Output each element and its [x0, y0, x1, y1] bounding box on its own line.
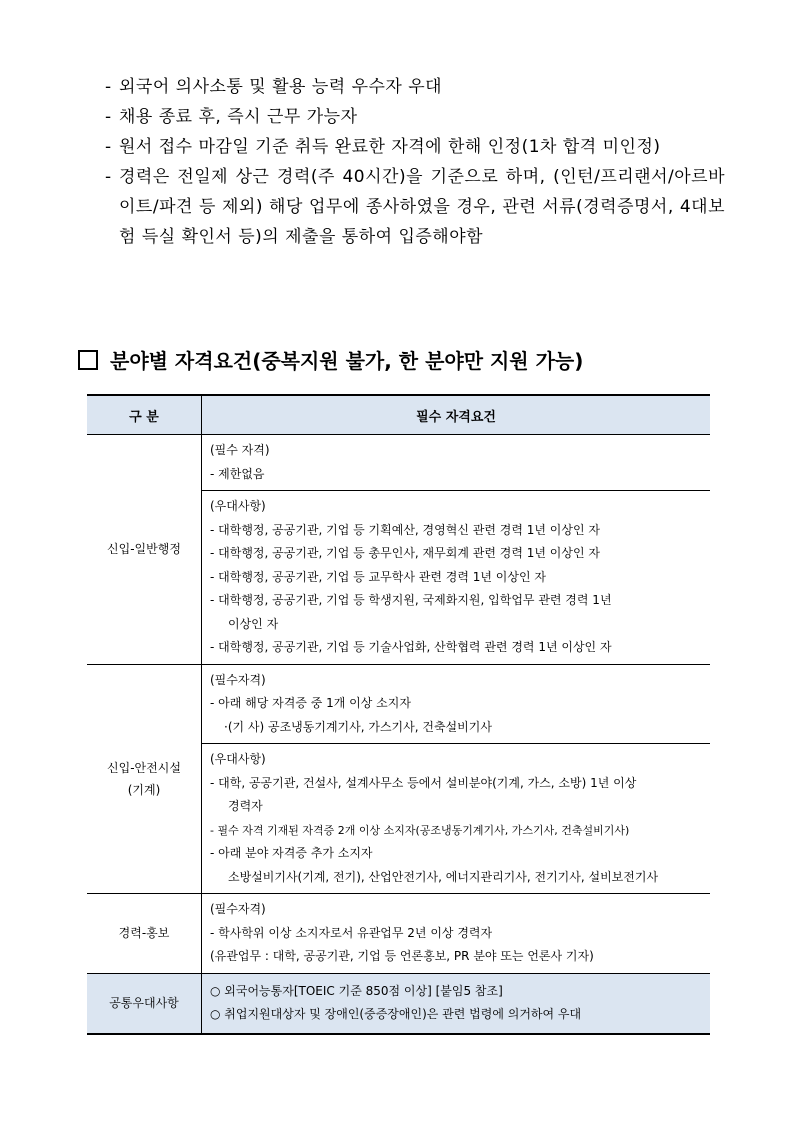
category-cell: 신입-안전시설 (기계)	[87, 664, 202, 894]
required-block: (필수자격) - 학사학위 이상 소지자로서 유관업무 2년 이상 경력자 (유관업무 : 대학, 공공기관, 기업 등 언론홍보, PR 분야 또는 언론사 기자)	[210, 902, 594, 963]
category-cell: 신입-일반행정	[87, 435, 202, 665]
note-item: - 외국어 의사소통 및 활용 능력 우수자 우대	[105, 77, 443, 97]
requirements-cell	[202, 973, 711, 1034]
note-item: - 경력은 전일제 상근 경력(주 40시간)을 기준으로 하며, (인턴/프리랜서/아르바이트/파견 등 제외) 해당 업무에 종사하였을 경우, 관련 서류(경력증명서, 4대보험 득실 확인서 등)의 제출을 통하여 입증해야함	[105, 167, 725, 247]
note-item: - 채용 종료 후, 즉시 근무 가능자	[105, 107, 358, 127]
preferred-block: (우대사항) - 대학행정, 공공기관, 기업 등 기획예산, 경영혁신 관련 경력 1년 이상인 자 - 대학행정, 공공기관, 기업 등 총무인사, 재무회계 관련 경력 1년 이상인 자 - 대학행정, 공공기관, 기업 등 교무학사 관련 경력 1년 이상인 자 - 대학행정, 공공기관, 기업 등 학생지원, 국제화지원, 입학업무 관련 경력 1년 이상인 자 - 대학행정, 공공기관, 기업 등 기술사업화, 산학협력 관련 경력 1년 이상인 자	[202, 490, 710, 664]
requirements-cell	[202, 435, 711, 665]
header-category: 구 분	[87, 395, 202, 435]
table-header-row	[87, 395, 710, 435]
requirements-table	[87, 394, 710, 1035]
table-row	[87, 435, 710, 665]
requirements-cell	[202, 664, 711, 894]
header-requirements: 필수 자격요건	[202, 395, 711, 435]
preferred-block: (우대사항) - 대학, 공공기관, 건설사, 설계사무소 등에서 설비분야(기계, 가스, 소방) 1년 이상 경력자 - 필수 자격 기재된 자격증 2개 이상 소지자(공조냉동기계기사, 가스기사, 건축설비기사) - 아래 분야 자격증 추가 소지자 소방설비기사(기계, 전기), 산업안전기사, 에너지관리기사, 전기기사, 설비보전기사	[202, 743, 710, 893]
category-cell: 공통우대사항	[87, 973, 202, 1034]
section-title: 분야별 자격요건(중복지원 불가, 한 분야만 지원 가능)	[110, 349, 584, 373]
table-row	[87, 973, 710, 1034]
section-heading	[78, 345, 583, 374]
category-cell: 경력-홍보	[87, 894, 202, 974]
qualification-notes	[105, 72, 725, 252]
table-row	[87, 894, 710, 974]
requirements-cell	[202, 894, 711, 974]
required-block: (필수자격) - 아래 해당 자격증 중 1개 이상 소지자 ·(기 사) 공조냉동기계기사, 가스기사, 건축설비기사	[210, 672, 492, 734]
common-preference-block: ○ 외국어능통자[TOEIC 기준 850점 이상] [붙임5 참조] ○ 취업지원대상자 및 장애인(중증장애인)은 관련 법령에 의거하여 우대	[210, 983, 582, 1021]
checkbox-square-icon	[78, 350, 98, 370]
note-item: - 원서 접수 마감일 기준 취득 완료한 자격에 한해 인정(1차 합격 미인정)	[105, 137, 661, 157]
table-row	[87, 664, 710, 894]
required-block: (필수 자격) - 제한없음	[210, 443, 270, 481]
